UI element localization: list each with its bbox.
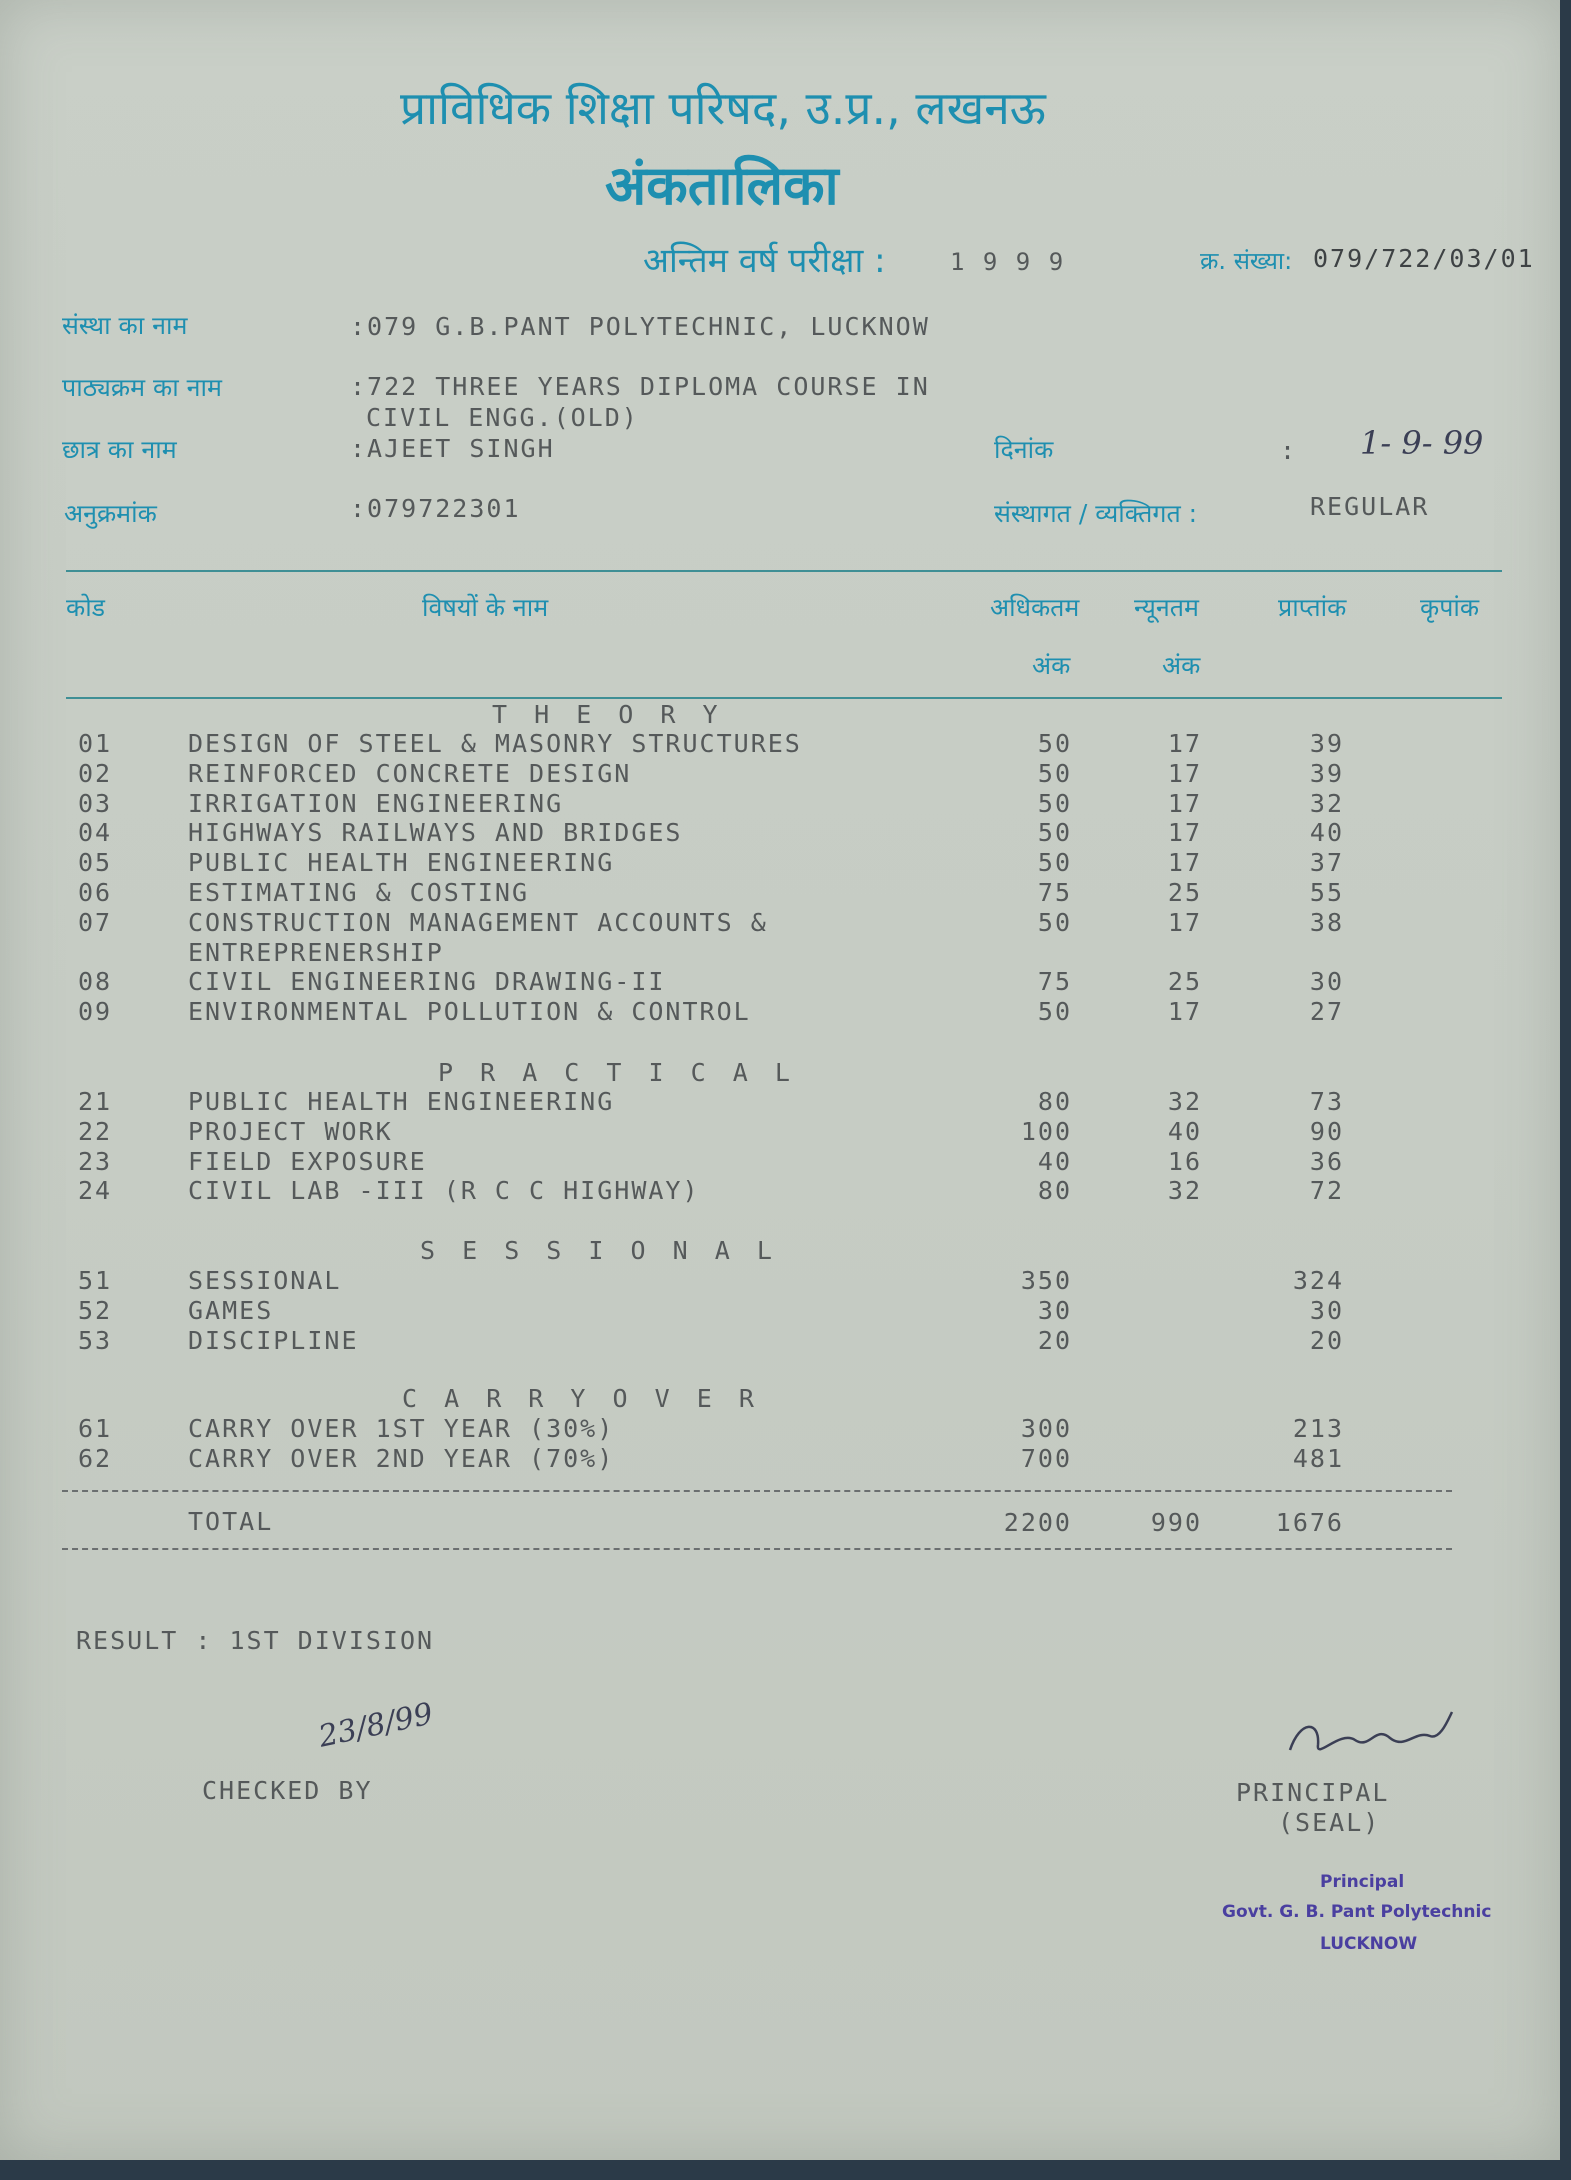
min-marks: 17 (1167, 848, 1202, 878)
section-title: P R A C T I C A L (438, 1058, 796, 1087)
total-obtained: 1676 (1275, 1508, 1344, 1537)
date-label: दिनांक (994, 435, 1054, 464)
column-max: अधिकतम (990, 593, 1080, 622)
subject-code: 05 (78, 848, 113, 878)
table-row (0, 967, 1560, 997)
header-rule-bottom (66, 697, 1502, 699)
obtained-marks: 72 (1309, 1176, 1344, 1206)
table-row (0, 1444, 1560, 1474)
total-rule-bottom (62, 1548, 1452, 1550)
checked-by: CHECKED BY (202, 1776, 373, 1805)
obtained-marks: 481 (1292, 1443, 1344, 1473)
subject-name: GAMES (188, 1295, 274, 1325)
subject-name: CIVIL LAB -III (R C C HIGHWAY) (188, 1176, 700, 1206)
column-min: न्यूनतम (1134, 593, 1199, 622)
table-row (0, 1176, 1560, 1206)
type-label: संस्थागत / व्यक्तिगत : (994, 499, 1198, 528)
table-row (0, 818, 1560, 848)
subject-name: HIGHWAYS RAILWAYS AND BRIDGES (188, 818, 683, 848)
course-value-line2: CIVIL ENGG.(OLD) (366, 403, 639, 432)
institute-value: :079 G.B.PANT POLYTECHNIC, LUCKNOW (350, 312, 930, 341)
min-marks: 17 (1167, 997, 1202, 1027)
table-row (0, 878, 1560, 908)
obtained-marks: 27 (1309, 997, 1344, 1027)
student-label: छात्र का नाम (62, 435, 177, 464)
obtained-marks: 73 (1309, 1087, 1344, 1116)
table-row (0, 908, 1560, 938)
min-marks: 25 (1167, 967, 1202, 997)
student-value: :AJEET SINGH (350, 434, 555, 463)
obtained-marks: 39 (1309, 758, 1344, 788)
max-marks: 100 (1020, 1116, 1072, 1146)
column-obtained: प्राप्तांक (1278, 593, 1347, 622)
subject-name: DESIGN OF STEEL & MASONRY STRUCTURES (188, 729, 802, 758)
subject-code: 01 (78, 729, 113, 758)
obtained-marks: 324 (1292, 1266, 1344, 1295)
subject-name: PUBLIC HEALTH ENGINEERING (188, 848, 615, 878)
section-title: T H E O R Y (492, 700, 724, 729)
obtained-marks: 32 (1309, 788, 1344, 818)
column-subject: विषयों के नाम (422, 593, 549, 622)
min-marks: 32 (1167, 1087, 1202, 1116)
subject-code: 03 (78, 788, 113, 818)
table-row (0, 729, 1560, 759)
subject-name: PUBLIC HEALTH ENGINEERING (188, 1087, 615, 1116)
max-marks: 50 (1037, 997, 1072, 1027)
max-marks: 50 (1037, 788, 1072, 818)
subject-name: REINFORCED CONCRETE DESIGN (188, 758, 632, 788)
total-min: 990 (1150, 1508, 1202, 1537)
course-value: :722 THREE YEARS DIPLOMA COURSE IN (350, 372, 930, 401)
principal-stamp-line2: Govt. G. B. Pant Polytechnic (1222, 1902, 1492, 1922)
subject-code: 21 (78, 1087, 113, 1116)
max-marks: 20 (1037, 1325, 1072, 1355)
course-label: पाठ्यक्रम का नाम (62, 373, 222, 402)
min-marks: 25 (1167, 878, 1202, 907)
subject-code: 09 (78, 997, 113, 1027)
max-marks: 350 (1020, 1266, 1072, 1295)
table-row (0, 1326, 1560, 1356)
max-marks: 300 (1020, 1414, 1072, 1443)
subject-code: 24 (78, 1176, 113, 1206)
column-min-unit: अंक (1162, 651, 1201, 680)
obtained-marks: 37 (1309, 848, 1344, 878)
date-value: 1- 9- 99 (1360, 424, 1484, 462)
table-row (0, 1087, 1560, 1117)
principal-stamp-line1: Principal (1320, 1872, 1405, 1892)
subject-code: 51 (78, 1266, 113, 1295)
roll-label: अनुक्रमांक (64, 499, 157, 528)
max-marks: 75 (1037, 878, 1072, 907)
subject-code: 53 (78, 1325, 113, 1355)
max-marks: 700 (1020, 1443, 1072, 1473)
type-value: REGULAR (1310, 492, 1430, 521)
table-row (0, 1414, 1560, 1444)
total-label: TOTAL (188, 1507, 274, 1536)
table-row (0, 848, 1560, 878)
subject-name: PROJECT WORK (188, 1116, 393, 1146)
min-marks: 16 (1167, 1146, 1202, 1176)
obtained-marks: 38 (1309, 907, 1344, 937)
obtained-marks: 30 (1309, 967, 1344, 997)
min-marks: 17 (1167, 907, 1202, 937)
max-marks: 80 (1037, 1087, 1072, 1116)
board-name: प्राविधिक शिक्षा परिषद, उ.प्र., लखनऊ (400, 81, 1046, 135)
subject-name: CONSTRUCTION MANAGEMENT ACCOUNTS & (188, 907, 768, 937)
obtained-marks: 55 (1309, 878, 1344, 907)
subject-code: 62 (78, 1443, 113, 1473)
min-marks: 17 (1167, 818, 1202, 848)
column-max-unit: अंक (1032, 651, 1071, 680)
obtained-marks: 40 (1309, 818, 1344, 848)
subject-code: 07 (78, 907, 113, 937)
header-rule-top (66, 570, 1502, 572)
subject-name-continued: ENTREPRENERSHIP (188, 937, 444, 967)
max-marks: 50 (1037, 729, 1072, 758)
subject-name: ENVIRONMENTAL POLLUTION & CONTROL (188, 997, 751, 1027)
max-marks: 50 (1037, 907, 1072, 937)
serial-value: 079/722/03/01 (1313, 244, 1535, 273)
max-marks: 50 (1037, 818, 1072, 848)
total-max: 2200 (1003, 1508, 1072, 1537)
section-title: C A R R Y O V E R (402, 1384, 760, 1413)
subject-code: 23 (78, 1146, 113, 1176)
subject-name: SESSIONAL (188, 1266, 342, 1295)
table-row (0, 997, 1560, 1027)
institute-label: संस्था का नाम (62, 311, 188, 340)
subject-code: 61 (78, 1414, 113, 1443)
document-title: अंकतालिका (605, 154, 839, 217)
subject-name: CARRY OVER 1ST YEAR (30%) (188, 1414, 615, 1443)
checked-signature: 23/8/99 (315, 1696, 437, 1755)
table-row (0, 789, 1560, 819)
seal-label: (SEAL) (1278, 1808, 1381, 1837)
max-marks: 80 (1037, 1176, 1072, 1206)
table-row (0, 1266, 1560, 1296)
max-marks: 75 (1037, 967, 1072, 997)
obtained-marks: 90 (1309, 1116, 1344, 1146)
table-row (0, 759, 1560, 789)
obtained-marks: 20 (1309, 1325, 1344, 1355)
exam-year: 1 9 9 9 (950, 248, 1066, 276)
subject-code: 02 (78, 758, 113, 788)
min-marks: 17 (1167, 788, 1202, 818)
principal-signature (1280, 1700, 1460, 1770)
subject-name: ESTIMATING & COSTING (188, 878, 530, 907)
subject-name: FIELD EXPOSURE (188, 1146, 427, 1176)
result: RESULT : 1ST DIVISION (76, 1626, 435, 1655)
subject-name: DISCIPLINE (188, 1325, 359, 1355)
obtained-marks: 36 (1309, 1146, 1344, 1176)
subject-code: 04 (78, 818, 113, 848)
subject-name: IRRIGATION ENGINEERING (188, 788, 564, 818)
min-marks: 17 (1167, 758, 1202, 788)
subject-name: CARRY OVER 2ND YEAR (70%) (188, 1443, 615, 1473)
table-row (0, 1296, 1560, 1326)
subject-name: CIVIL ENGINEERING DRAWING-II (188, 967, 666, 997)
date-colon: : (1280, 436, 1298, 465)
obtained-marks: 30 (1309, 1295, 1344, 1325)
max-marks: 50 (1037, 848, 1072, 878)
subject-code: 08 (78, 967, 113, 997)
principal-stamp-line3: LUCKNOW (1320, 1934, 1418, 1954)
obtained-marks: 213 (1292, 1414, 1344, 1443)
total-rule-top (62, 1490, 1452, 1492)
min-marks: 17 (1167, 729, 1202, 758)
column-code: कोड (66, 593, 106, 622)
table-row (0, 1117, 1560, 1147)
subject-code: 22 (78, 1116, 113, 1146)
serial-label: क्र. संख्या: (1200, 247, 1293, 275)
max-marks: 50 (1037, 758, 1072, 788)
obtained-marks: 39 (1309, 729, 1344, 758)
exam-label: अन्तिम वर्ष परीक्षा : (643, 241, 886, 281)
section-title: S E S S I O N A L (420, 1236, 778, 1265)
min-marks: 32 (1167, 1176, 1202, 1206)
max-marks: 30 (1037, 1295, 1072, 1325)
min-marks: 40 (1167, 1116, 1202, 1146)
table-row (0, 1147, 1560, 1177)
principal-label: PRINCIPAL (1236, 1778, 1390, 1807)
subject-code: 06 (78, 878, 113, 907)
column-grace: कृपांक (1420, 593, 1480, 622)
subject-code: 52 (78, 1295, 113, 1325)
roll-value: :079722301 (350, 494, 521, 523)
max-marks: 40 (1037, 1146, 1072, 1176)
